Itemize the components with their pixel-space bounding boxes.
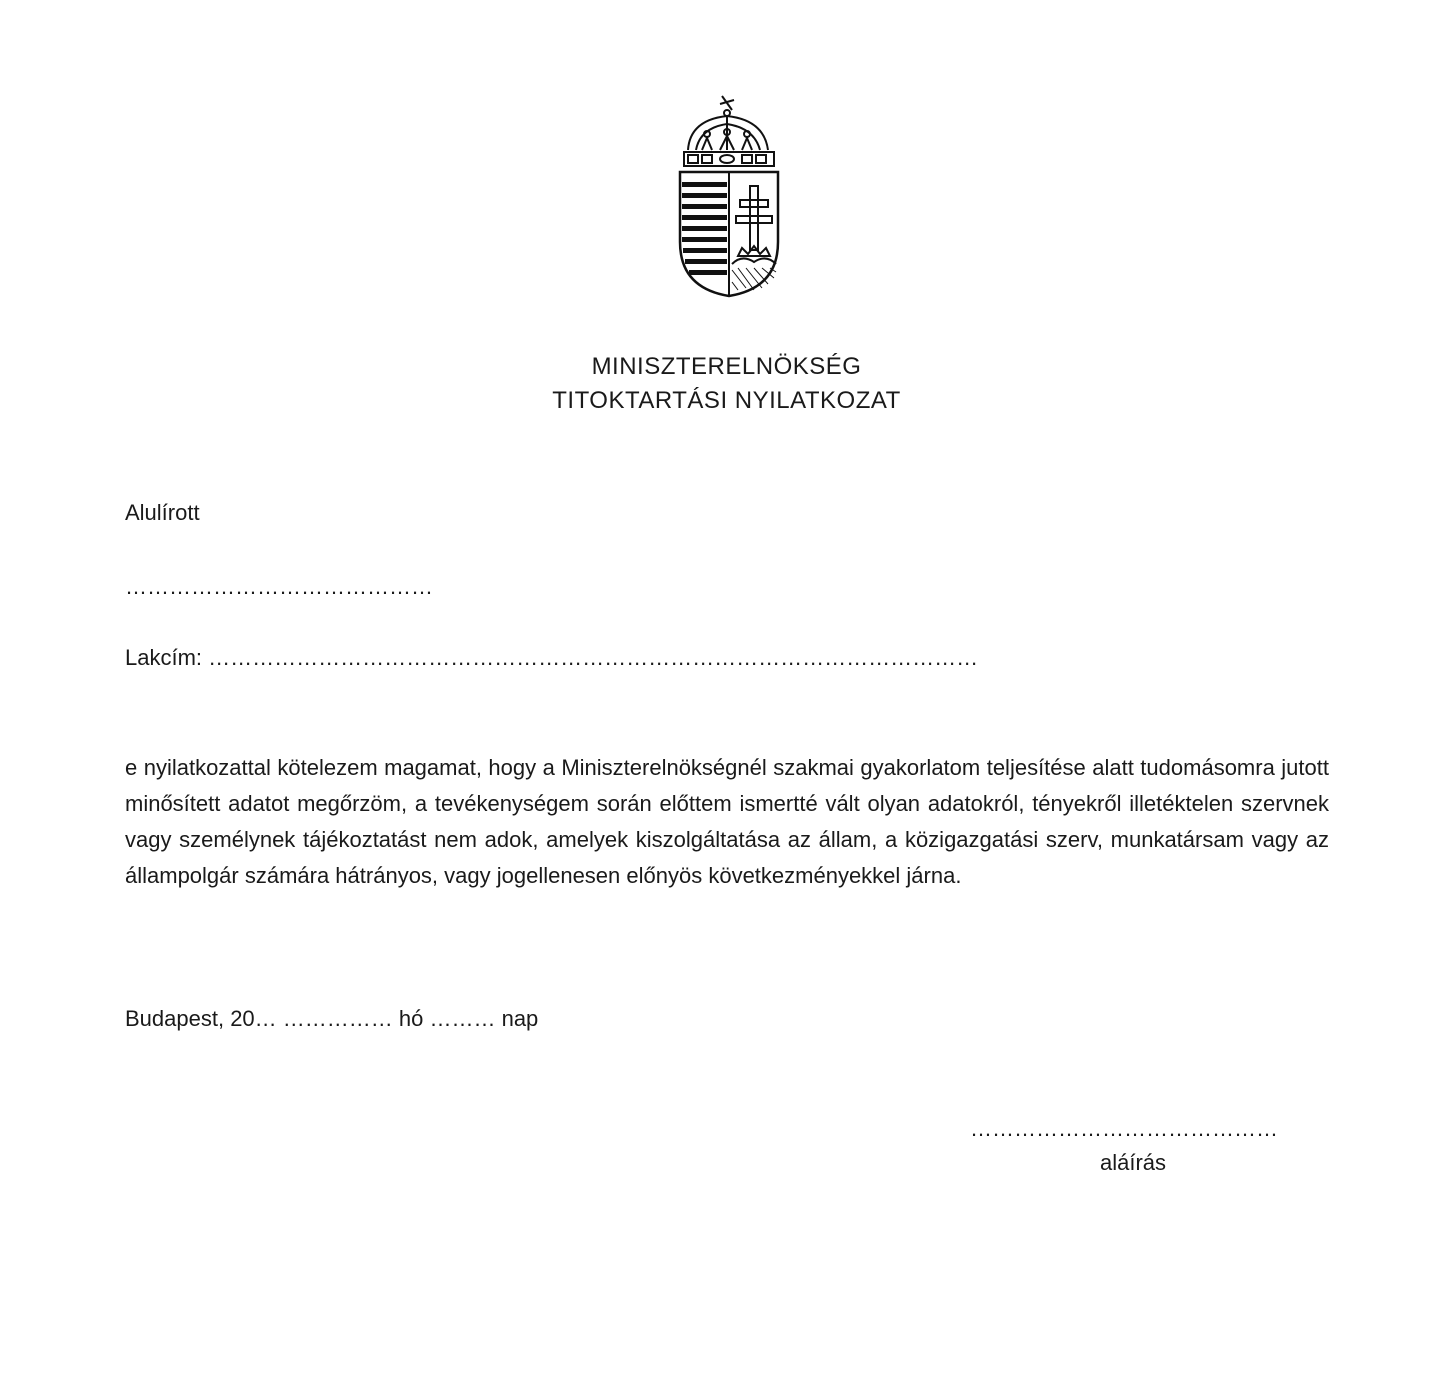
undersigned-label: Alulírott <box>125 500 200 525</box>
document-title: TITOKTARTÁSI NYILATKOZAT <box>552 387 901 414</box>
ministry-title: MINISZTERELNÖKSÉG <box>591 353 862 380</box>
hungarian-coat-of-arms-icon <box>676 92 782 300</box>
address-line <box>125 645 978 671</box>
document-header <box>0 350 1453 418</box>
signature-blank-field: …………………………………… <box>970 1116 1278 1141</box>
address-label: Lakcím: <box>125 645 203 670</box>
name-blank-field: …………………………………… <box>125 574 433 599</box>
signature-label: aláírás <box>1100 1150 1167 1175</box>
date-line: Budapest, 20… …………… hó ……… nap <box>125 1006 539 1031</box>
address-blank-field: …………………………………………………………………………………………… <box>208 645 979 670</box>
statement-paragraph: e nyilatkozattal kötelezem magamat, hogy a Miniszterelnökségnél szakmai gyakorlatom teljesítése alatt tudomásomra jutott minősített adatot megőrzöm, a tevékenységem során előttem ismertté vált olyan adatokról, tényekről illetéktelen szervnek vagy személynek tájékoztatást nem adok, amelyek kiszolgáltatása az állam, a közigazgatási szerv, munkatársam vagy az állampolgár számára hátrányos, vagy jogellenesen előnyös következményekkel járna. <box>125 755 1329 888</box>
